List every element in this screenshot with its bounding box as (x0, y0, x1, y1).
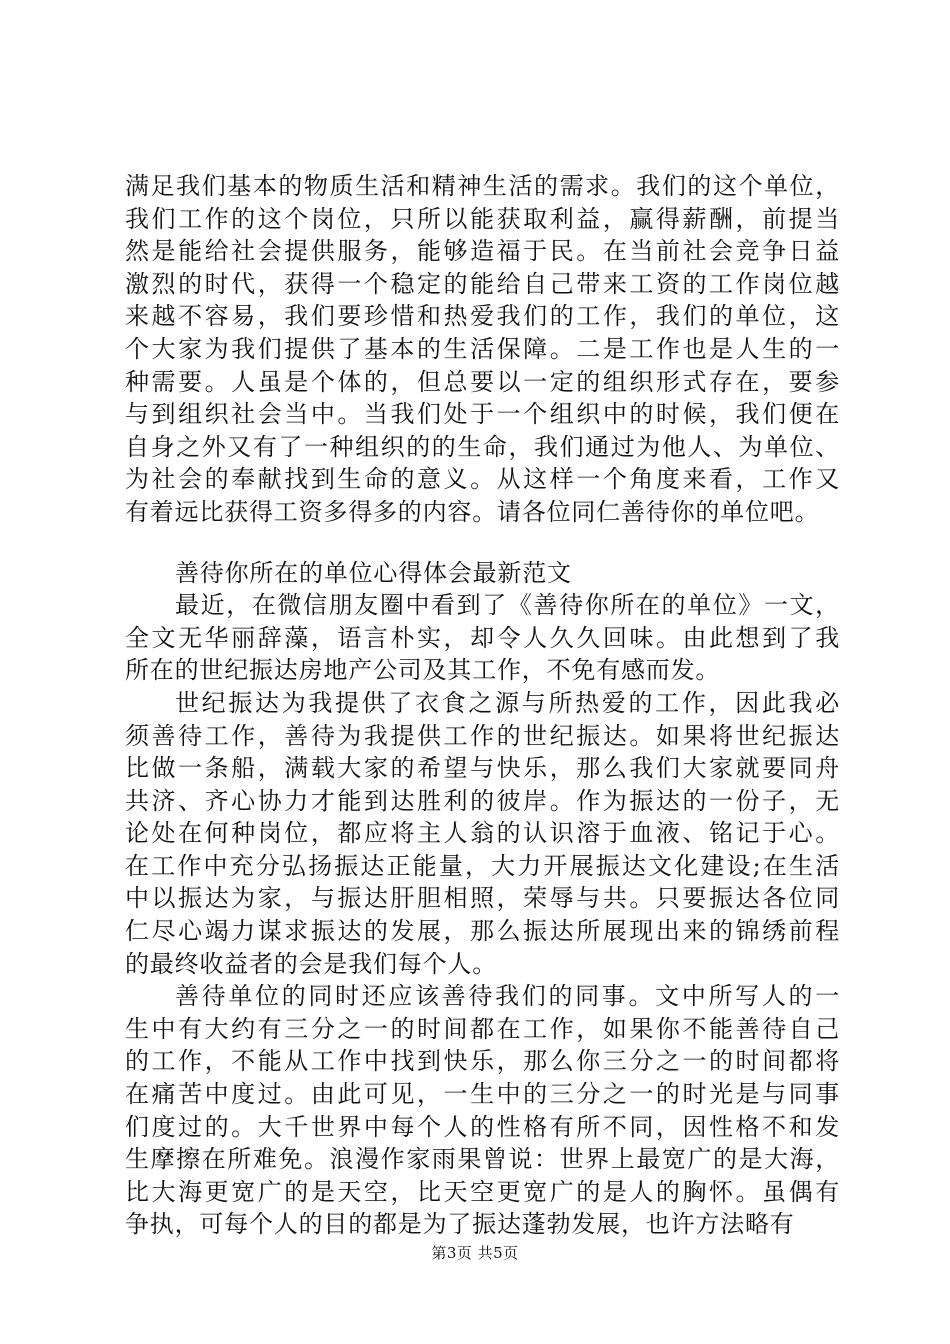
text-line: 然是能给社会提供服务，能够造福于民。在当前社会竞争日益 (125, 237, 840, 266)
text-line: 善待单位的同时还应该善待我们的同事。文中所写人的一 (175, 982, 840, 1011)
text-line: 在痛苦中度过。由此可见，一生中的三分之一的时光是与同事 (125, 1080, 840, 1109)
text-line: 须善待工作，善待为我提供工作的世纪振达。如果将世纪振达 (125, 721, 840, 750)
text-line: 生中有大约有三分之一的时间都在工作，如果你不能善待自己 (125, 1014, 840, 1043)
text-line: 生摩擦在所难免。浪漫作家雨果曾说：世界上最宽广的是大海， (125, 1145, 840, 1174)
paragraph-gap (125, 529, 840, 557)
text-line: 中以振达为家，与振达肝胆相照，荣辱与共。只要振达各位同 (125, 884, 840, 913)
text-line: 个大家为我们提供了基本的生活保障。二是工作也是人生的一 (125, 334, 840, 363)
text-line: 为社会的奉献找到生命的意义。从这样一个角度来看，工作又 (125, 465, 840, 494)
text-line: 比做一条船，满载大家的希望与快乐，那么我们大家就要同舟 (125, 754, 840, 783)
text-line: 的最终收益者的会是我们每个人。 (125, 949, 497, 978)
text-line: 的工作，不能从工作中找到快乐，那么你三分之一的时间都将 (125, 1047, 840, 1076)
text-line: 仁尽心竭力谋求振达的发展，那么振达所展现出来的锦绣前程 (125, 917, 840, 946)
paragraph (125, 170, 840, 529)
paragraph (125, 687, 840, 980)
text-line: 们度过的。大千世界中每个人的性格有所不同，因性格不和发 (125, 1112, 840, 1141)
document-body (125, 170, 840, 1241)
text-line: 比大海更宽广的是天空，比天空更宽广的是人的胸怀。虽偶有 (125, 1177, 840, 1206)
paragraph (125, 557, 840, 590)
page-number-footer: 第3页 共5页 (431, 1244, 519, 1262)
text-line: 共济、齐心协力才能到达胜利的彼岸。作为振达的一份子，无 (125, 786, 840, 815)
text-line: 种需要。人虽是个体的，但总要以一定的组织形式存在，要参 (125, 367, 840, 396)
text-line: 全文无华丽辞藻，语言朴实，却令人久久回味。由此想到了我 (125, 623, 840, 652)
text-line: 在工作中充分弘扬振达正能量，大力开展振达文化建设;在生活 (125, 851, 840, 880)
text-line: 世纪振达为我提供了衣食之源与所热爱的工作，因此我必 (175, 688, 840, 717)
text-line: 满足我们基本的物质生活和精神生活的需求。我们的这个单位， (125, 172, 840, 200)
text-line: 自身之外又有了一种组织的的生命，我们通过为他人、为单位、 (125, 432, 840, 461)
text-line: 所在的世纪振达房地产公司及其工作，不免有感而发。 (125, 656, 721, 685)
text-line: 争执，可每个人的目的都是为了振达蓬勃发展，也许方法略有 (125, 1210, 795, 1239)
text-line: 有着远比获得工资多得多的内容。请各位同仁善待你的单位吧。 (125, 497, 820, 526)
text-line: 我们工作的这个岗位，只所以能获取利益，赢得薪酬，前提当 (125, 204, 840, 233)
text-line: 最近，在微信朋友圈中看到了《善待你所在的单位》一文， (175, 591, 840, 620)
text-line: 激烈的时代，获得一个稳定的能给自己带来工资的工作岗位越 (125, 269, 840, 298)
paragraph (125, 980, 840, 1241)
paragraph (125, 589, 840, 687)
text-line: 善待你所在的单位心得体会最新范文 (175, 558, 572, 587)
text-line: 论处在何种岗位，都应将主人翁的认识溶于血液、铭记于心。 (125, 819, 840, 848)
text-line: 来越不容易，我们要珍惜和热爱我们的工作，我们的单位，这 (125, 302, 840, 331)
text-line: 与到组织社会当中。当我们处于一个组织中的时候，我们便在 (125, 400, 840, 429)
